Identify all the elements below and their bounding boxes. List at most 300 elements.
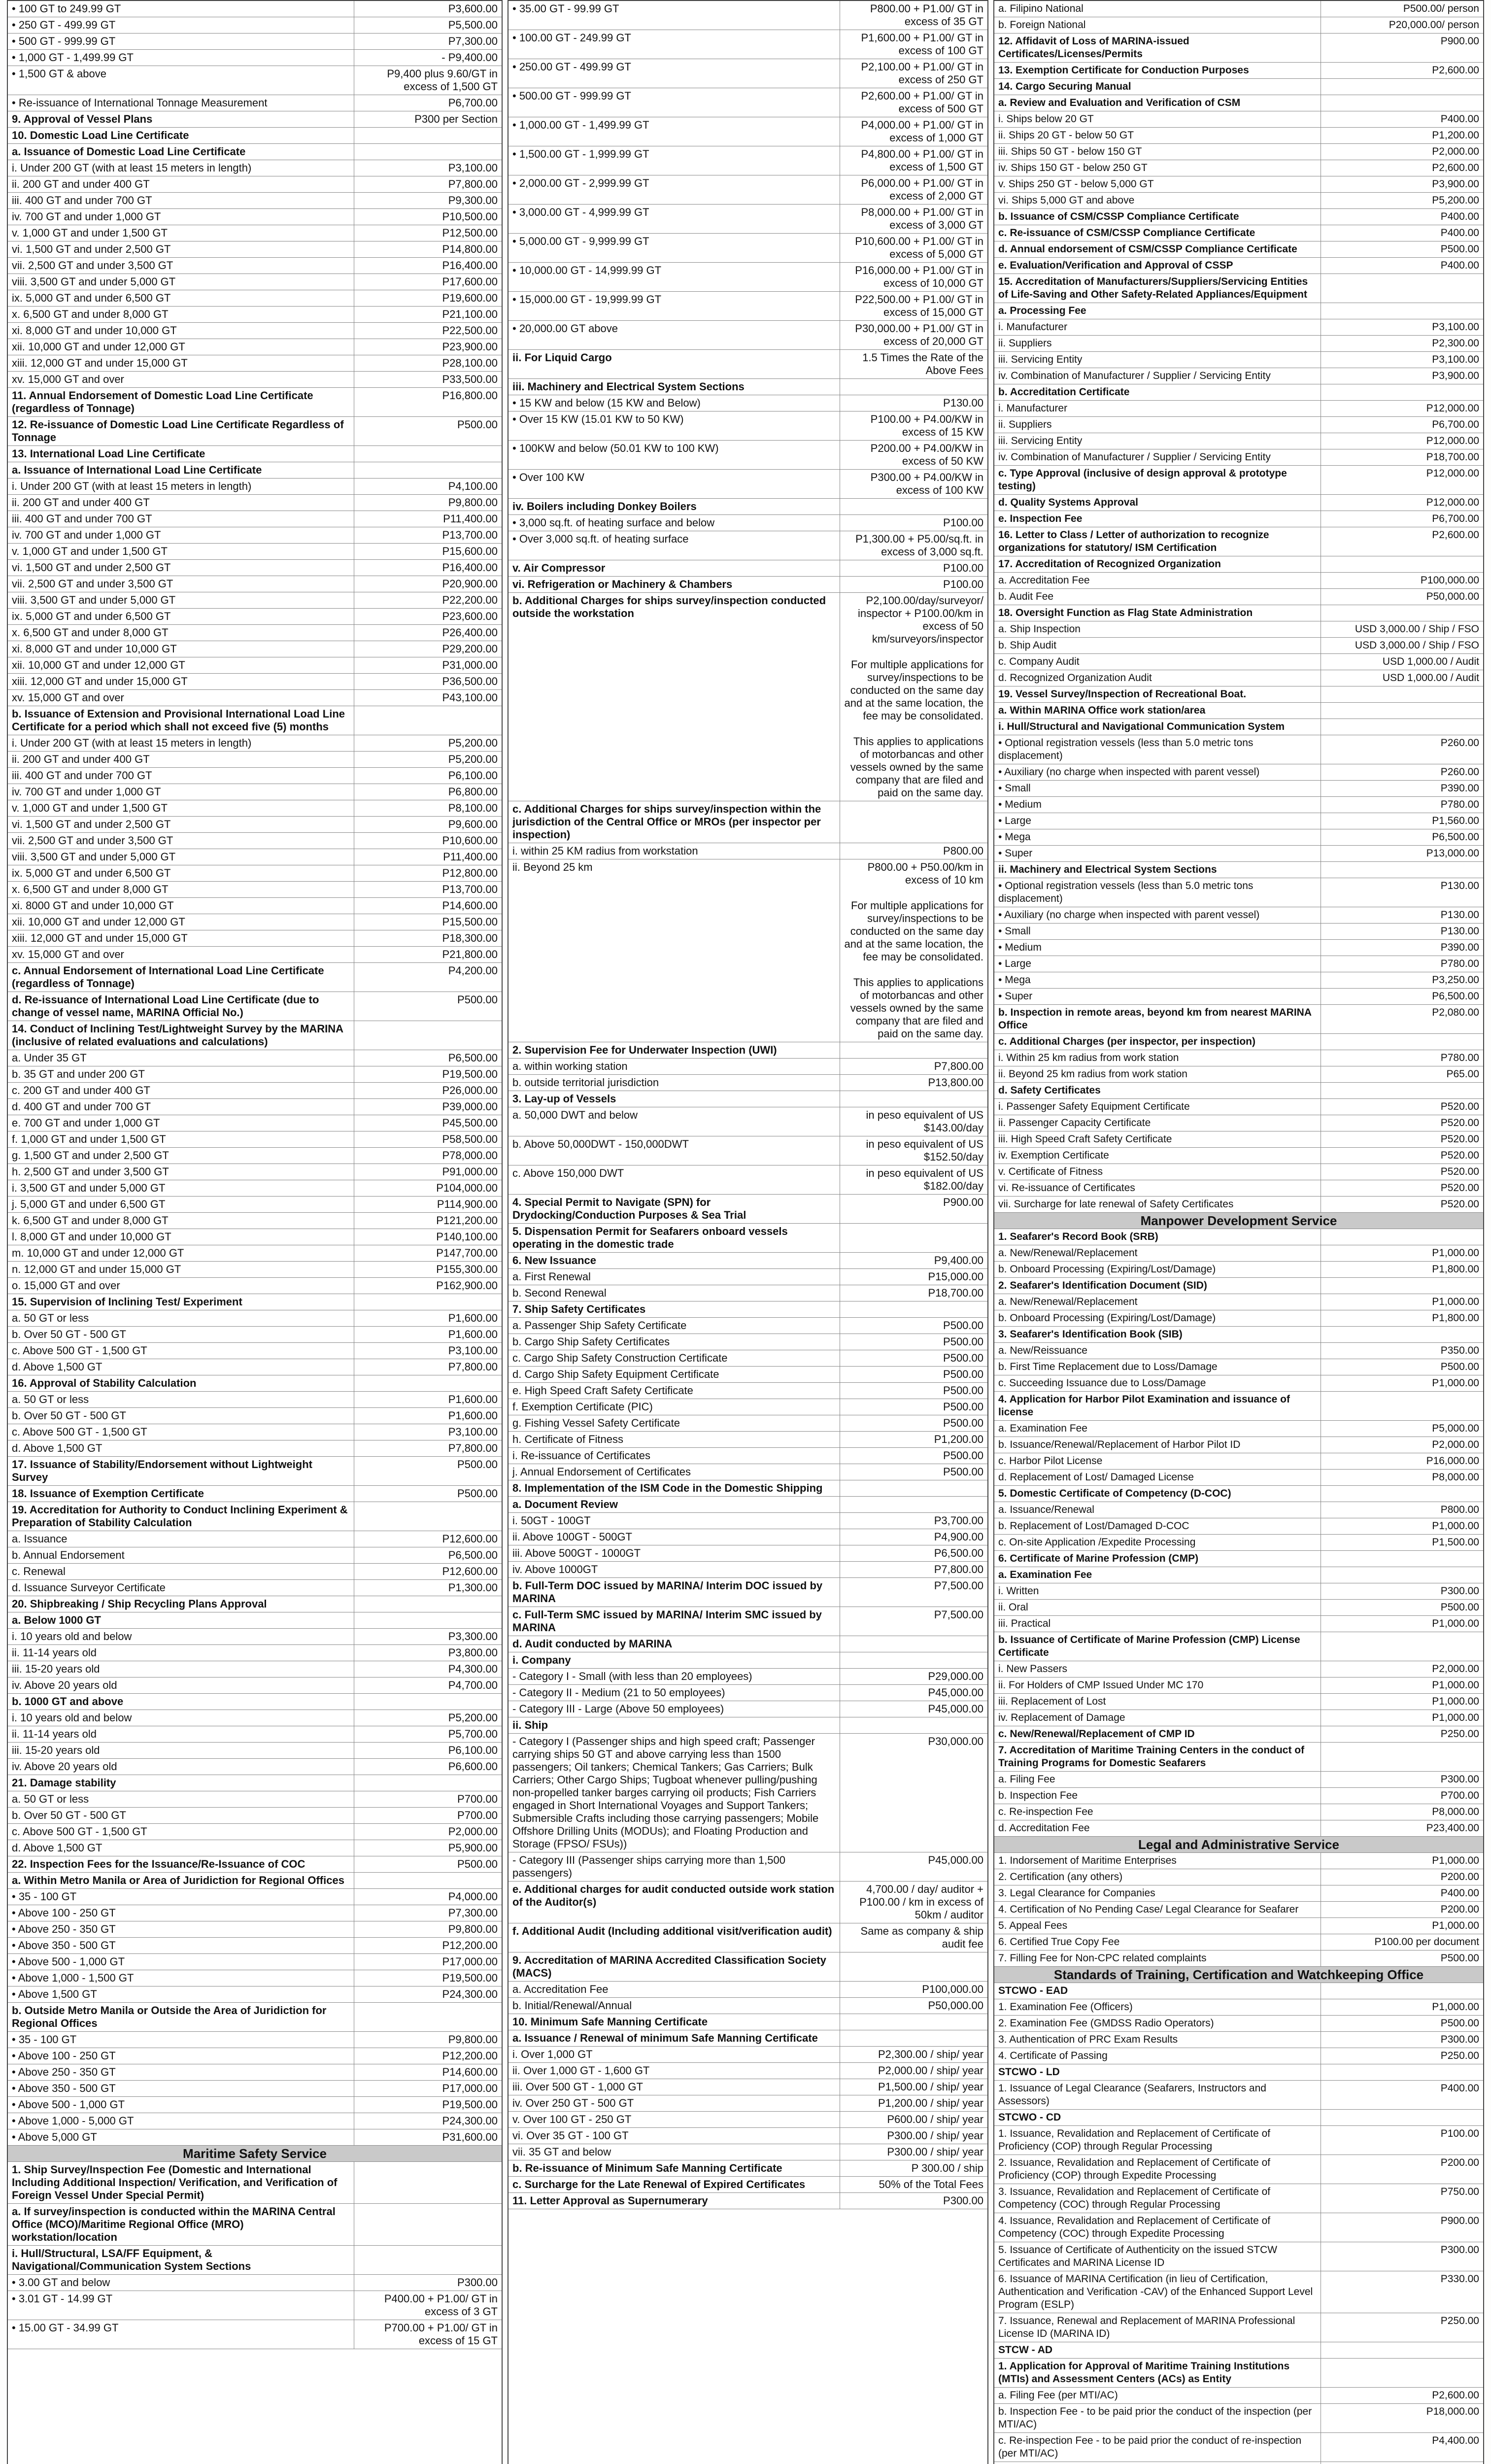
fee-row bbox=[8, 1164, 502, 1180]
fee-item-label: 13. Exemption Certificate for Conduction Purposes bbox=[998, 65, 1249, 76]
fee-row bbox=[8, 657, 502, 674]
fee-amount: P19,500.00 bbox=[354, 1066, 502, 1082]
fee-row bbox=[994, 384, 1483, 401]
fee-row bbox=[508, 1136, 987, 1165]
fee-row bbox=[994, 241, 1483, 258]
fee-item-label: • Medium bbox=[998, 799, 1042, 810]
fee-row bbox=[994, 670, 1483, 686]
fee-amount: P12,500.00 bbox=[354, 225, 502, 241]
fee-row bbox=[508, 531, 987, 560]
fee-row bbox=[994, 1661, 1483, 1677]
fee-row bbox=[8, 609, 502, 625]
fee-item-label: v. Air Compressor bbox=[512, 562, 606, 574]
fee-item-label: 7. Accreditation of Maritime Training Centers in the conduct of Training Programs for Domestic Seafarers bbox=[998, 1745, 1305, 1769]
fee-amount: P30,000.00 + P1.00/ GT in excess of 20,000 GT bbox=[840, 321, 987, 349]
fee-amount: P400.00 + P1.00/ GT in excess of 3 GT bbox=[354, 2291, 502, 2320]
fee-item-label: 4. Certificate of Passing bbox=[998, 2050, 1108, 2061]
fee-item-label: a. Below 1000 GT bbox=[12, 1614, 101, 1626]
fee-row bbox=[994, 2404, 1483, 2433]
fee-amount bbox=[840, 499, 987, 514]
fee-item-label: 11. Annual Endorsement of Domestic Load Line Certificate (regardless of Tonnage) bbox=[12, 389, 313, 414]
fee-amount: P13,700.00 bbox=[354, 882, 502, 897]
section-banner bbox=[8, 2146, 502, 2162]
fee-amount: P100,000.00 bbox=[840, 1982, 987, 1997]
fee-amount: P3,600.00 bbox=[354, 1, 502, 17]
fee-amount bbox=[840, 1497, 987, 1512]
fee-amount: P162,900.00 bbox=[354, 1278, 502, 1294]
fee-item-label: i. 10 years old and below bbox=[12, 1711, 132, 1724]
fee-item-label: iv. 700 GT and under 1,000 GT bbox=[12, 529, 161, 541]
fee-amount bbox=[1321, 1083, 1483, 1098]
fee-row bbox=[8, 865, 502, 882]
fee-amount bbox=[354, 128, 502, 143]
fee-row bbox=[8, 160, 502, 176]
fee-row bbox=[508, 1415, 987, 1432]
fee-item-label: b. Accreditation Certificate bbox=[998, 386, 1130, 398]
fee-amount: in peso equivalent of US $152.50/day bbox=[840, 1136, 987, 1165]
fee-row bbox=[994, 1327, 1483, 1343]
fee-row bbox=[8, 34, 502, 50]
fee-item-label: b. Annual Endorsement bbox=[12, 1549, 125, 1561]
fee-amount: P7,800.00 bbox=[354, 1440, 502, 1456]
fee-row bbox=[994, 2271, 1483, 2313]
fee-amount: P520.00 bbox=[1321, 1131, 1483, 1147]
fee-amount bbox=[1321, 1034, 1483, 1050]
fee-item-label: e. Additional charges for audit conducted outside work station of the Auditor(s) bbox=[512, 1883, 835, 1908]
fee-amount: P300.00 bbox=[840, 2193, 987, 2209]
fee-amount: P3,300.00 bbox=[354, 1629, 502, 1644]
fee-amount: P500.00 bbox=[840, 1334, 987, 1350]
fee-amount: P1,200.00 / ship/ year bbox=[840, 2095, 987, 2111]
fee-amount: in peso equivalent of US $143.00/day bbox=[840, 1107, 987, 1136]
fee-amount bbox=[1321, 1983, 1483, 1999]
fee-row bbox=[994, 1804, 1483, 1820]
fee-amount: P3,100.00 bbox=[354, 160, 502, 176]
fee-row bbox=[994, 17, 1483, 34]
fee-amount: P500.00/ person bbox=[1321, 1, 1483, 17]
fee-row bbox=[508, 1269, 987, 1285]
fee-amount: P155,300.00 bbox=[354, 1262, 502, 1277]
fee-amount: P5,200.00 bbox=[354, 752, 502, 767]
fee-row bbox=[8, 1856, 502, 1873]
fee-item-label: 7. Issuance, Renewal and Replacement of MARINA Professional License ID (MARINA ID) bbox=[998, 2315, 1295, 2339]
fee-amount: P700.00 bbox=[354, 1791, 502, 1807]
fee-amount: P45,500.00 bbox=[354, 1115, 502, 1131]
fee-amount: P15,000.00 bbox=[840, 1269, 987, 1285]
section-banner bbox=[994, 1837, 1483, 1853]
fee-amount: USD 3,000.00 / Ship / FSO bbox=[1321, 638, 1483, 653]
fee-amount: P500.00 bbox=[354, 992, 502, 1021]
fee-row bbox=[8, 625, 502, 641]
fee-amount: P28,100.00 bbox=[354, 355, 502, 371]
fee-item-label: 18. Oversight Function as Flag State Administration bbox=[998, 607, 1253, 618]
fee-row bbox=[8, 462, 502, 479]
fee-row bbox=[8, 544, 502, 560]
fee-row bbox=[8, 1310, 502, 1327]
fee-item-label: a. 50 GT or less bbox=[12, 1393, 89, 1405]
fee-amount: P11,400.00 bbox=[354, 849, 502, 865]
fee-amount: P7,800.00 bbox=[840, 1562, 987, 1577]
fee-item-label: • Auxiliary (no charge when inspected with parent vessel) bbox=[998, 766, 1260, 778]
fee-item-label: e. High Speed Craft Safety Certificate bbox=[512, 1384, 693, 1397]
fee-row bbox=[8, 800, 502, 817]
fee-item-label: • Above 1,000 - 1,500 GT bbox=[12, 1972, 134, 1984]
fee-amount: USD 1,000.00 / Audit bbox=[1321, 670, 1483, 686]
fee-amount bbox=[1321, 303, 1483, 319]
fee-row bbox=[994, 1310, 1483, 1327]
fee-amount: P2,000.00 / ship/ year bbox=[840, 2063, 987, 2079]
fee-row bbox=[508, 234, 987, 263]
fee-amount: P250.00 bbox=[1321, 2313, 1483, 2342]
fee-row bbox=[8, 592, 502, 609]
fee-row bbox=[994, 368, 1483, 384]
fee-item-label: 4. Certification of No Pending Case/ Legal Clearance for Seafarer bbox=[998, 1904, 1299, 1915]
fee-amount bbox=[1321, 95, 1483, 111]
fee-item-label: 8. Implementation of the ISM Code in the Domestic Shipping bbox=[512, 1482, 823, 1494]
fee-item-label: o. 15,000 GT and over bbox=[12, 1279, 120, 1292]
fee-item-label: ii. Ship bbox=[512, 1719, 548, 1731]
fee-row bbox=[8, 833, 502, 849]
fee-amount: P4,200.00 bbox=[354, 963, 502, 992]
fee-row bbox=[994, 1869, 1483, 1885]
fee-amount bbox=[840, 1042, 987, 1058]
fee-amount: P6,500.00 bbox=[1321, 989, 1483, 1004]
fee-item-label: a. 50 GT or less bbox=[12, 1793, 89, 1805]
fee-amount: P20,900.00 bbox=[354, 576, 502, 592]
fee-row bbox=[994, 1918, 1483, 1934]
fee-item-label: b. Re-issuance of Minimum Safe Manning Certificate bbox=[512, 2162, 782, 2174]
fee-amount: P23,400.00 bbox=[1321, 1820, 1483, 1836]
fee-amount: P2,600.00 bbox=[1321, 527, 1483, 556]
fee-amount: P100.00 per document bbox=[1321, 1934, 1483, 1950]
fee-row bbox=[994, 176, 1483, 193]
fee-amount: P4,700.00 bbox=[354, 1677, 502, 1693]
fee-item-label: xiii. 12,000 GT and under 15,000 GT bbox=[12, 357, 188, 369]
fee-item-label: a. New/Renewal/Replacement bbox=[998, 1247, 1138, 1259]
fee-row bbox=[8, 1889, 502, 1905]
fee-amount: P900.00 bbox=[1321, 2213, 1483, 2242]
fee-row bbox=[8, 1229, 502, 1245]
fee-amount: P3,100.00 bbox=[1321, 352, 1483, 368]
fee-row bbox=[8, 1099, 502, 1115]
fee-item-label: 12. Affidavit of Loss of MARINA-issued Certificates/Licenses/Permits bbox=[998, 35, 1189, 60]
fee-amount bbox=[354, 2204, 502, 2245]
fee-amount: P91,000.00 bbox=[354, 1164, 502, 1180]
fee-item-label: iv. Over 250 GT - 500 GT bbox=[512, 2097, 634, 2109]
fee-item-label: iii. 15-20 years old bbox=[12, 1744, 100, 1756]
fee-amount: P390.00 bbox=[1321, 940, 1483, 956]
fee-row bbox=[508, 1685, 987, 1701]
fee-amount: P1,600.00 bbox=[354, 1408, 502, 1424]
fee-item-label: d. Accreditation Fee bbox=[998, 1822, 1090, 1834]
fee-row bbox=[994, 1421, 1483, 1437]
fee-row bbox=[508, 2177, 987, 2193]
fee-row bbox=[8, 2113, 502, 2129]
fee-amount: P500.00 bbox=[840, 1448, 987, 1464]
fee-item-label: vi. 1,500 GT and under 2,500 GT bbox=[12, 243, 171, 255]
fee-row bbox=[994, 1820, 1483, 1837]
fee-amount: P400.00 bbox=[1321, 1885, 1483, 1901]
fee-amount: P500.00 bbox=[354, 1457, 502, 1485]
fee-amount: P7,300.00 bbox=[354, 1905, 502, 1921]
fee-item-label: c. Type Approval (inclusive of design approval & prototype testing) bbox=[998, 468, 1287, 492]
section-title: Manpower Development Service bbox=[1140, 1213, 1337, 1228]
fee-row bbox=[8, 963, 502, 992]
fee-item-label: 17. Issuance of Stability/Endorsement without Lightweight Survey bbox=[12, 1458, 312, 1483]
fee-item-label: • 35.00 GT - 99.99 GT bbox=[512, 2, 619, 15]
fee-row bbox=[508, 1652, 987, 1669]
fee-row bbox=[994, 907, 1483, 924]
fee-item-label: ii. Beyond 25 km bbox=[512, 861, 593, 873]
fee-row bbox=[994, 1197, 1483, 1213]
fee-amount: P390.00 bbox=[1321, 781, 1483, 796]
fee-row bbox=[8, 2320, 502, 2349]
fee-row bbox=[508, 1701, 987, 1717]
fee-amount: P6,000.00 + P1.00/ GT in excess of 2,000 GT bbox=[840, 175, 987, 204]
fee-item-label: • 3.00 GT and below bbox=[12, 2276, 110, 2289]
fee-item-label: i. Written bbox=[998, 1585, 1039, 1597]
fee-item-label: iii. Practical bbox=[998, 1618, 1051, 1629]
fee-item-label: x. 6,500 GT and under 8,000 GT bbox=[12, 308, 169, 320]
fee-item-label: 9. Approval of Vessel Plans bbox=[12, 113, 153, 125]
fee-row bbox=[994, 160, 1483, 176]
fee-amount bbox=[354, 2003, 502, 2031]
fee-amount: P45,000.00 bbox=[840, 1852, 987, 1881]
fee-item-label: a. Under 35 GT bbox=[12, 1052, 87, 1064]
fee-row bbox=[994, 556, 1483, 573]
fee-item-label: 3. Seafarer's Identification Book (SIB) bbox=[998, 1329, 1183, 1340]
column-filler bbox=[508, 2209, 987, 2464]
fee-row bbox=[508, 2079, 987, 2095]
fee-row bbox=[8, 898, 502, 914]
fee-item-label: vi. Ships 5,000 GT and above bbox=[998, 195, 1135, 206]
fee-amount: P200.00 bbox=[1321, 2155, 1483, 2184]
fee-amount bbox=[1321, 862, 1483, 878]
fee-amount: P9,800.00 bbox=[354, 1921, 502, 1937]
fee-item-label: b. Cargo Ship Safety Certificates bbox=[512, 1335, 670, 1348]
fee-item-label: a. New/Renewal/Replacement bbox=[998, 1296, 1138, 1307]
fee-row bbox=[508, 1607, 987, 1636]
fee-amount: P8,000.00 + P1.00/ GT in excess of 3,000 GT bbox=[840, 205, 987, 233]
fee-row bbox=[994, 1885, 1483, 1902]
fee-row bbox=[994, 1437, 1483, 1453]
fee-row bbox=[508, 1334, 987, 1350]
fee-row bbox=[508, 2160, 987, 2177]
fee-row bbox=[8, 1359, 502, 1375]
fee-amount: P4,800.00 + P1.00/ GT in excess of 1,500 GT bbox=[840, 146, 987, 175]
fee-item-label: b. Replacement of Lost/Damaged D-COC bbox=[998, 1520, 1189, 1532]
fee-item-label: 1. Examination Fee (Officers) bbox=[998, 2001, 1133, 2013]
fee-amount: P39,000.00 bbox=[354, 1099, 502, 1115]
fee-row bbox=[508, 801, 987, 843]
fee-row bbox=[994, 2126, 1483, 2155]
fee-item-label: b. Initial/Renewal/Annual bbox=[512, 1999, 632, 2012]
fee-item-label: b. Over 50 GT - 500 GT bbox=[12, 1809, 126, 1821]
fee-amount: P1,600.00 bbox=[354, 1327, 502, 1342]
fee-item-label: i. Company bbox=[512, 1654, 571, 1666]
fee-row bbox=[994, 1934, 1483, 1951]
fee-item-label: i. 10 years old and below bbox=[12, 1630, 132, 1643]
fee-item-label: ii. Suppliers bbox=[998, 419, 1052, 430]
fee-amount: P45,000.00 bbox=[840, 1701, 987, 1717]
fee-item-label: • Above 5,000 GT bbox=[12, 2131, 97, 2143]
fee-amount: P1,000.00 bbox=[1321, 1694, 1483, 1710]
fee-amount: P2,000.00 bbox=[1321, 144, 1483, 160]
fee-amount: P130.00 bbox=[1321, 878, 1483, 907]
fee-item-label: 3. Lay-up of Vessels bbox=[512, 1093, 616, 1105]
fee-amount: P50,000.00 bbox=[840, 1998, 987, 2014]
fee-amount: P130.00 bbox=[840, 395, 987, 411]
fee-item-label: b. outside territorial jurisdiction bbox=[512, 1076, 659, 1089]
fee-amount: P2,000.00 bbox=[1321, 1437, 1483, 1453]
fee-row bbox=[508, 205, 987, 234]
fee-item-label: • 10,000.00 GT - 14,999.99 GT bbox=[512, 264, 662, 276]
fee-row bbox=[8, 307, 502, 323]
fee-row bbox=[994, 1115, 1483, 1131]
fee-item-label: b. 35 GT and under 200 GT bbox=[12, 1068, 145, 1080]
fee-amount: P18,000.00 bbox=[1321, 2404, 1483, 2432]
fee-amount: P4,300.00 bbox=[354, 1661, 502, 1677]
fee-row bbox=[994, 2313, 1483, 2342]
fee-row bbox=[994, 111, 1483, 128]
fee-amount bbox=[1321, 686, 1483, 702]
fee-amount: P2,100.00 + P1.00/ GT in excess of 250 GT bbox=[840, 59, 987, 88]
fee-amount bbox=[354, 1375, 502, 1391]
column-filler bbox=[8, 2349, 502, 2464]
fee-row bbox=[994, 511, 1483, 527]
fee-row bbox=[8, 1824, 502, 1840]
fee-amount: P100,000.00 bbox=[1321, 573, 1483, 588]
fee-row bbox=[508, 2112, 987, 2128]
fee-item-label: • Optional registration vessels (less than 5.0 metric tons displacement) bbox=[998, 880, 1254, 904]
fee-amount bbox=[1321, 384, 1483, 400]
fee-item-label: 14. Cargo Securing Manual bbox=[998, 81, 1131, 92]
fee-amount bbox=[354, 446, 502, 462]
fee-amount: P1,300.00 bbox=[354, 1580, 502, 1596]
fee-row bbox=[8, 1245, 502, 1262]
fee-row bbox=[508, 2030, 987, 2047]
fee-item-label: - Category III - Large (Above 50 employees) bbox=[512, 1703, 724, 1715]
fee-item-label: 4. Issuance, Revalidation and Replacement of Certificate of Competency (COC) through Expedite Processing bbox=[998, 2215, 1271, 2239]
fee-item-label: c. Company Audit bbox=[998, 656, 1080, 667]
section-title: Maritime Safety Service bbox=[183, 2146, 327, 2161]
fee-row bbox=[508, 1982, 987, 1998]
fee-amount: P12,000.00 bbox=[1321, 466, 1483, 494]
fee-item-label: • Above 1,000 - 5,000 GT bbox=[12, 2115, 134, 2127]
fee-amount: P520.00 bbox=[1321, 1197, 1483, 1212]
fee-item-label: • 250.00 GT - 499.99 GT bbox=[512, 61, 631, 73]
fee-column-2 bbox=[508, 0, 988, 2464]
fee-amount: P700.00 + P1.00/ GT in excess of 15 GT bbox=[354, 2320, 502, 2349]
fee-amount: P600.00 / ship/ year bbox=[840, 2112, 987, 2127]
fee-amount: P16,000.00 + P1.00/ GT in excess of 10,000 GT bbox=[840, 263, 987, 291]
fee-amount: P250.00 bbox=[1321, 1726, 1483, 1742]
fee-amount: P12,000.00 bbox=[1321, 401, 1483, 416]
fee-row bbox=[508, 515, 987, 531]
fee-amount bbox=[354, 144, 502, 160]
fee-row bbox=[508, 30, 987, 59]
fee-amount bbox=[1321, 1278, 1483, 1294]
fee-amount: P16,400.00 bbox=[354, 560, 502, 576]
fee-item-label: STCWO - CD bbox=[998, 2112, 1061, 2123]
fee-item-label: d. Replacement of Lost/ Damaged License bbox=[998, 1472, 1194, 1483]
fee-amount: P12,200.00 bbox=[354, 1938, 502, 1953]
fee-amount bbox=[354, 1294, 502, 1310]
fee-row bbox=[8, 225, 502, 241]
fee-row bbox=[508, 1545, 987, 1562]
fee-item-label: x. 6,500 GT and under 8,000 GT bbox=[12, 883, 169, 895]
fee-amount: P17,000.00 bbox=[354, 2081, 502, 2096]
fee-row bbox=[994, 956, 1483, 972]
fee-item-label: ii. 200 GT and under 400 GT bbox=[12, 178, 150, 190]
fee-row bbox=[508, 2014, 987, 2030]
fee-amount: P2,600.00 bbox=[1321, 160, 1483, 176]
fee-item-label: v. Ships 250 GT - below 5,000 GT bbox=[998, 178, 1154, 190]
fee-row bbox=[508, 1195, 987, 1224]
fee-item-label: a. Within MARINA Office work station/area bbox=[998, 705, 1206, 716]
fee-amount bbox=[1321, 1632, 1483, 1661]
fee-amount: P500.00 bbox=[840, 1415, 987, 1431]
fee-amount: P300.00 bbox=[354, 2275, 502, 2291]
fee-item-label: a. Filing Fee (per MTI/AC) bbox=[998, 2390, 1118, 2401]
fee-row bbox=[994, 940, 1483, 956]
fee-column-1 bbox=[7, 0, 503, 2464]
fee-item-label: a. Processing Fee bbox=[998, 305, 1086, 316]
fee-amount: P12,800.00 bbox=[354, 865, 502, 881]
fee-item-label: b. Inspection Fee - to be paid prior the conduct of the inspection (per MTI/AC) bbox=[998, 2406, 1312, 2430]
fee-amount bbox=[840, 1480, 987, 1496]
fee-row bbox=[8, 111, 502, 128]
fee-amount: P300.00 bbox=[1321, 1583, 1483, 1599]
fee-item-label: iii. High Speed Craft Safety Certificate bbox=[998, 1133, 1172, 1145]
fee-amount: P6,100.00 bbox=[354, 768, 502, 784]
fee-amount: P18,700.00 bbox=[1321, 449, 1483, 465]
fee-amount: P1,000.00 bbox=[1321, 1518, 1483, 1534]
fee-amount bbox=[840, 1652, 987, 1668]
fee-amount bbox=[840, 2014, 987, 2030]
fee-amount bbox=[354, 1596, 502, 1612]
fee-amount: P9,300.00 bbox=[354, 193, 502, 208]
fee-item-label: ii. Ships 20 GT - below 50 GT bbox=[998, 130, 1134, 141]
fee-amount: P23,600.00 bbox=[354, 609, 502, 624]
fee-row bbox=[994, 128, 1483, 144]
fee-row bbox=[8, 372, 502, 388]
fee-amount: P260.00 bbox=[1321, 764, 1483, 780]
fee-amount: P400.00 bbox=[1321, 225, 1483, 241]
fee-amount: P1,000.00 bbox=[1321, 1677, 1483, 1693]
fee-item-label: • Above 250 - 350 GT bbox=[12, 2066, 116, 2078]
fee-row bbox=[994, 1131, 1483, 1148]
fee-row bbox=[8, 417, 502, 446]
fee-amount: P24,300.00 bbox=[354, 2113, 502, 2129]
fee-item-label: • Super bbox=[998, 848, 1033, 859]
fee-row bbox=[8, 560, 502, 576]
fee-amount: P300.00 / ship/ year bbox=[840, 2128, 987, 2144]
fee-row bbox=[994, 2016, 1483, 2032]
fee-row bbox=[8, 1392, 502, 1408]
fee-amount bbox=[354, 706, 502, 735]
fee-item-label: iv. Above 20 years old bbox=[12, 1760, 117, 1773]
fee-amount: P2,000.00 bbox=[354, 1824, 502, 1840]
fee-amount: P7,800.00 bbox=[840, 1059, 987, 1074]
fee-amount bbox=[354, 1873, 502, 1888]
fee-item-label: a. 50,000 DWT and below bbox=[512, 1109, 638, 1121]
fee-amount: P7,500.00 bbox=[840, 1578, 987, 1607]
fee-amount: P200.00 bbox=[1321, 1869, 1483, 1885]
fee-amount: P520.00 bbox=[1321, 1099, 1483, 1115]
fee-item-label: • 3.01 GT - 14.99 GT bbox=[12, 2293, 113, 2305]
fee-item-label: • Above 500 - 1,000 GT bbox=[12, 2098, 125, 2111]
